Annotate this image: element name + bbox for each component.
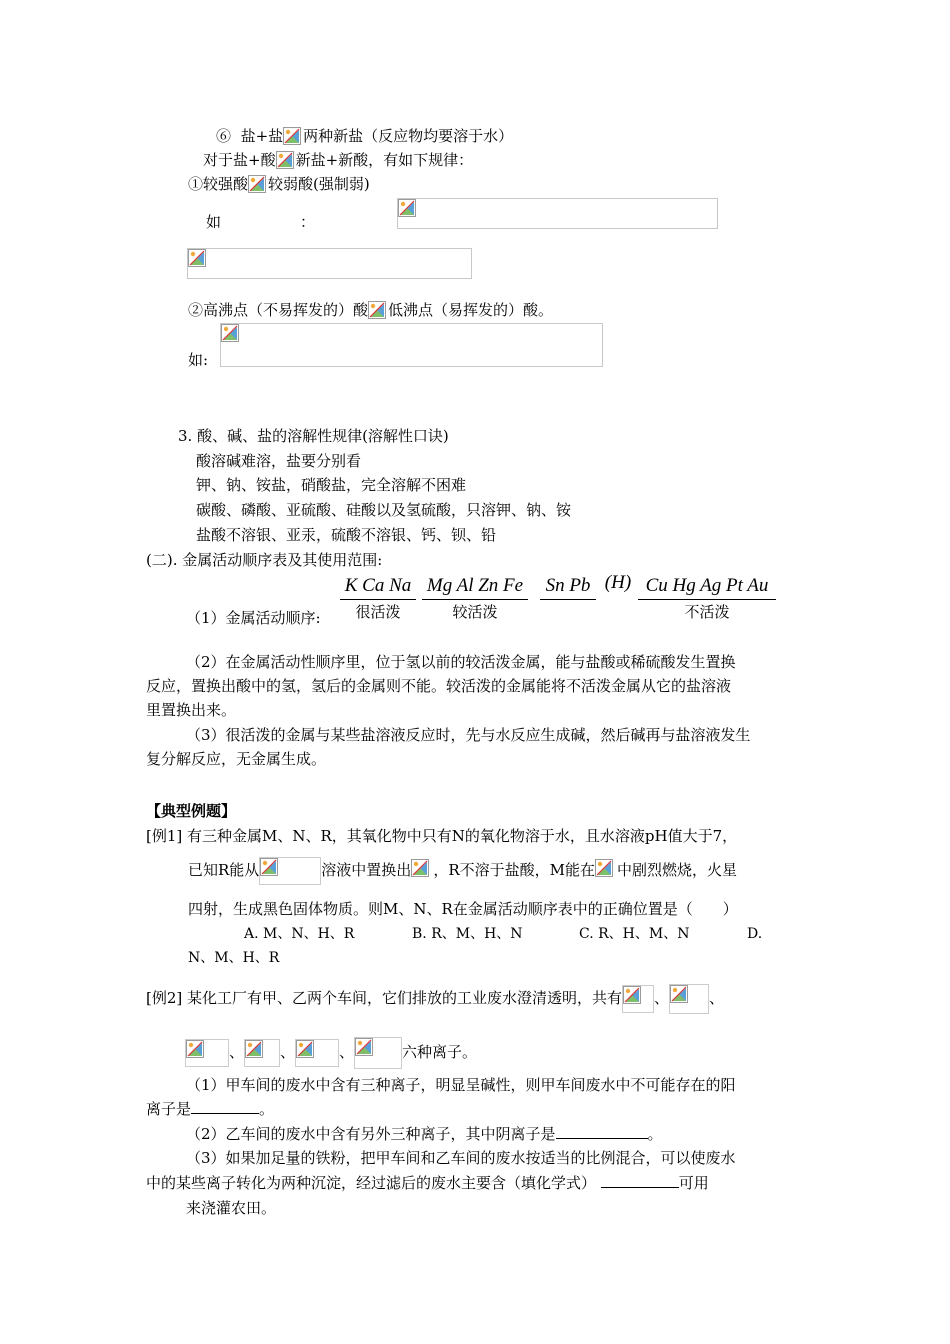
solubility-line: 酸溶碱难溶，盐要分别看 — [196, 452, 362, 470]
metal-group-sn-pb: Sn Pb — [540, 575, 596, 601]
answer-blank[interactable] — [556, 1124, 648, 1139]
solubility-line: 碳酸、磷酸、亚硫酸、硅酸以及氢硫酸，只溶钾、钠、铵 — [196, 501, 572, 519]
activity-heading: (二). 金属活动顺序表及其使用范围: — [146, 551, 383, 569]
example-2-ions-line: 、 、 、 六种离子。 — [185, 1037, 477, 1069]
equation-image — [397, 198, 718, 229]
ion-image — [622, 985, 654, 1013]
example-1-line: 四射，生成黑色固体物质。则M、N、R在金属活动顺序表中的正确位置是（ ） — [188, 900, 738, 918]
example-2-q3-cont: 中的某些离子转化为两种沉淀，经过滤后的废水主要含（填化学式） 可用 — [146, 1174, 709, 1192]
example-2-q1-cont: 离子是 。 — [146, 1100, 275, 1118]
arrow-image-icon — [368, 301, 388, 321]
option-a: A. M、N、H、R — [244, 926, 355, 942]
paragraph-line: 复分解反应，无金属生成。 — [146, 750, 327, 768]
answer-blank[interactable] — [601, 1173, 679, 1188]
example-label-1: 如 — [206, 213, 222, 231]
high-boiling-rule: ②高沸点（不易挥发的）酸 低沸点（易挥发的）酸。 — [188, 301, 554, 319]
paragraph-line: （3）很活泼的金属与某些盐溶液反应时，先与水反应生成碱，然后碱再与盐溶液发生 — [186, 726, 751, 744]
arrow-image-icon — [283, 127, 303, 147]
answer-blank[interactable] — [191, 1099, 259, 1114]
example-2-line: [例2] 某化工厂有甲、乙两个车间，它们排放的工业废水澄清透明，共有 、 、 — [146, 984, 724, 1014]
arrow-image-icon — [248, 175, 268, 195]
example-2-q3-end: 来浇灌农田。 — [186, 1199, 277, 1217]
paragraph-line: （2）在金属活动性顺序里，位于氢以前的较活泼金属，能与盐酸或稀硫酸发生置换 — [186, 653, 736, 671]
metal-group-inactive: Cu Hg Ag Pt Au 不活泼 — [638, 575, 776, 622]
solubility-title: 3. 酸、碱、盐的溶解性规律(溶解性口诀) — [178, 427, 449, 445]
option-b: B. R、M、H、N — [412, 926, 523, 942]
equation-image — [187, 248, 472, 279]
ion-image — [185, 1039, 229, 1067]
solubility-line: 钾、钠、铵盐，硝酸盐，完全溶解不困难 — [196, 476, 467, 494]
ion-image — [295, 1039, 339, 1067]
option-d-value: N、M、H、R — [188, 950, 280, 966]
activity-series-figure — [340, 572, 780, 627]
ion-image — [354, 1037, 402, 1069]
paragraph-line: 反应，置换出酸中的氢，氢后的金属则不能。较活泼的金属能将不活泼金属从它的盐溶液 — [146, 677, 732, 695]
ion-image — [669, 984, 709, 1014]
paragraph-line: 里置换出来。 — [146, 701, 237, 719]
option-d: D. — [747, 926, 763, 942]
salt-acid-line: 对于盐+酸 新盐+新酸，有如下规律： — [203, 151, 474, 169]
example-label-2: 如: — [188, 351, 209, 369]
formula-image — [595, 859, 617, 883]
example-2-q2: （2）乙车间的废水中含有另外三种离子，其中阴离子是 。 — [186, 1125, 663, 1143]
formula-image — [411, 859, 433, 883]
hydrogen-marker: (H) — [604, 572, 632, 593]
example-1-line: [例1] 有三种金属M、N、R，其氧化物中只有N的氧化物溶于水，且水溶液pH值大于7， — [146, 827, 738, 845]
solubility-line: 盐酸不溶银、亚汞，硫酸不溶银、钙、钡、铅 — [196, 526, 497, 544]
example-2-q3: （3）如果加足量的铁粉，把甲车间和乙车间的废水按适当的比例混合，可以使废水 — [186, 1149, 736, 1167]
formula-image — [259, 857, 321, 885]
option-c: C. R、H、M、N — [579, 926, 690, 942]
metal-group-active: Mg Al Zn Fe 较活泼 — [422, 575, 528, 622]
arrow-image-icon — [276, 151, 296, 171]
ion-image — [244, 1039, 280, 1067]
example-2-q1: （1）甲车间的废水中含有三种离子，明显呈碱性，则甲车间废水中不可能存在的阳 — [186, 1076, 736, 1094]
strong-acid-rule: ①较强酸 较弱酸(强制弱) — [188, 175, 370, 193]
equation-image — [220, 323, 603, 367]
example-colon-1: ： — [300, 213, 316, 231]
examples-heading: 【典型例题】 — [146, 802, 237, 820]
activity-label: （1）金属活动顺序: — [186, 609, 321, 627]
example-1-line: 已知R能从 溶液中置换出 ，R不溶于盐酸，M能在 中剧烈燃烧，火星 — [188, 857, 737, 885]
metal-group-very-active: K Ca Na 很活泼 — [340, 575, 416, 622]
rule-6-line: ⑥ 盐+盐 两种新盐（反应物均要溶于水） — [216, 127, 514, 145]
